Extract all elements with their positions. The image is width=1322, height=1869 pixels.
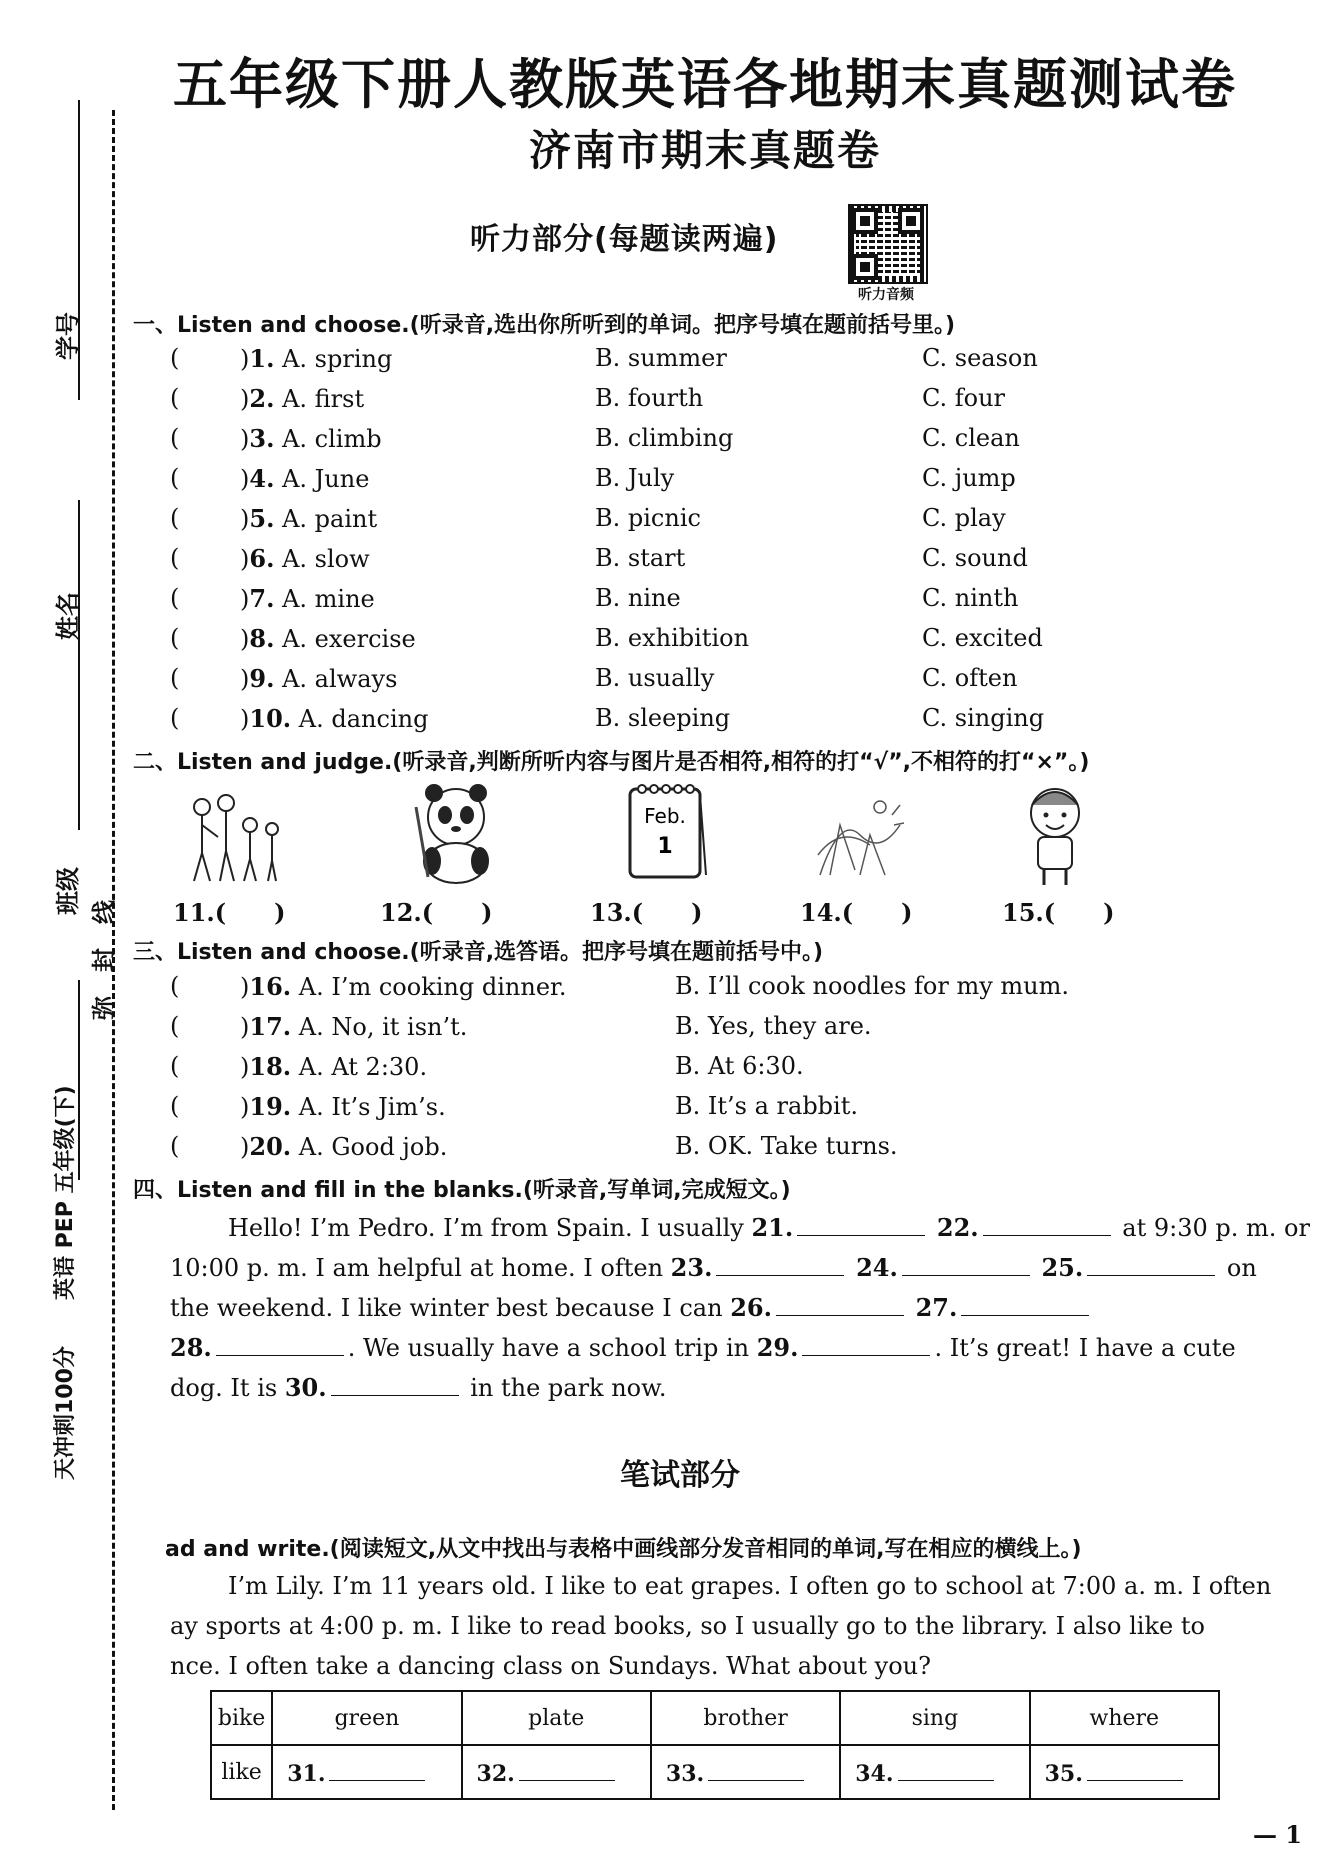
option-b: B. picnic bbox=[595, 504, 701, 532]
section-2-heading: 二、Listen and judge.(听录音,判断所听内容与图片是否相符,相符的打“√”,不相符的打“×”。) bbox=[133, 750, 1090, 775]
name-line bbox=[78, 500, 80, 830]
table-word-cell: green bbox=[272, 1691, 461, 1745]
option-b: B. summer bbox=[595, 344, 727, 372]
option-b: B. climbing bbox=[595, 424, 734, 452]
page-subtitle: 济南市期末真题卷 bbox=[528, 126, 881, 175]
judge-answer-15[interactable]: 15.( ) bbox=[1002, 898, 1115, 927]
table-word-cell: sing bbox=[840, 1691, 1029, 1745]
written-part-header: 笔试部分 bbox=[620, 1458, 740, 1493]
section-1-heading: 一、Listen and choose.(听录音,选出你所听到的单词。把序号填在题前括号里。) bbox=[133, 313, 956, 338]
qr-code-label: 听力音频 bbox=[858, 287, 914, 303]
table-answer-cell[interactable]: 32. bbox=[462, 1745, 651, 1799]
judge-answer-13[interactable]: 13.( ) bbox=[590, 898, 703, 927]
class-label: 班级 bbox=[54, 867, 82, 915]
binding-margin bbox=[0, 0, 120, 1869]
reading-line-1: I’m Lily. I’m 11 years old. I like to eat grapes. I often go to school at 7:00 a. m. I often bbox=[228, 1572, 1272, 1600]
table-word-cell: bike bbox=[211, 1691, 272, 1745]
reading-line-3: nce. I often take a dancing class on Sundays. What about you? bbox=[170, 1652, 931, 1680]
answer-bracket[interactable]: ( bbox=[170, 624, 180, 652]
option-b: B. OK. Take turns. bbox=[675, 1132, 898, 1160]
answer-bracket[interactable]: ( bbox=[170, 664, 180, 692]
picture-row bbox=[180, 785, 1180, 905]
answer-bracket[interactable]: ( bbox=[170, 1132, 180, 1160]
answer-bracket[interactable]: ( bbox=[170, 972, 180, 1000]
option-c: C. singing bbox=[922, 704, 1045, 732]
option-b: B. I’ll cook noodles for my mum. bbox=[675, 972, 1070, 1000]
reading-passage bbox=[170, 1566, 1272, 1686]
section-4-heading: 四、Listen and fill in the blanks.(听录音,写单词,完成短文。) bbox=[133, 1178, 791, 1203]
blank-26[interactable] bbox=[776, 1293, 904, 1316]
option-b: B. At 6:30. bbox=[675, 1052, 804, 1080]
option-c: C. four bbox=[922, 384, 1006, 412]
answer-bracket[interactable]: ( bbox=[170, 1092, 180, 1120]
option-b: B. start bbox=[595, 544, 686, 572]
option-b: B. It’s a rabbit. bbox=[675, 1092, 858, 1120]
answer-bracket[interactable]: ( bbox=[170, 384, 180, 412]
page-title: 五年级下册人教版英语各地期末真题测试卷 bbox=[173, 52, 1237, 116]
answer-bracket[interactable]: ( bbox=[170, 1052, 180, 1080]
blank-28[interactable] bbox=[216, 1333, 344, 1356]
boy-image bbox=[1000, 779, 1110, 889]
option-b: B. usually bbox=[595, 664, 715, 692]
table-header-row bbox=[211, 1691, 1219, 1745]
option-b: B. July bbox=[595, 464, 675, 492]
table-answer-cell[interactable]: 34. bbox=[840, 1745, 1029, 1799]
page-number: — 1 bbox=[1252, 1820, 1302, 1849]
judge-answer-11[interactable]: 11.( ) bbox=[173, 898, 286, 927]
answer-bracket[interactable]: ( bbox=[170, 344, 180, 372]
table-answer-cell[interactable]: 31. bbox=[272, 1745, 461, 1799]
blank-24[interactable] bbox=[902, 1253, 1030, 1276]
answer-bracket[interactable]: ( bbox=[170, 464, 180, 492]
table-word-cell: where bbox=[1030, 1691, 1219, 1745]
answer-bracket[interactable]: ( bbox=[170, 544, 180, 572]
option-c: C. sound bbox=[922, 544, 1028, 572]
table-answer-cell[interactable]: 35. bbox=[1030, 1745, 1219, 1799]
answer-bracket[interactable]: ( bbox=[170, 504, 180, 532]
option-b: B. fourth bbox=[595, 384, 704, 412]
option-c: C. jump bbox=[922, 464, 1016, 492]
exam-page: 学号 姓名 班级 弥 封 线 英语 PEP 五年级(下) 天冲刺100分 五年级下册人教版英语各地期末真题测试卷 济南市期末真题卷 听力部分(每题读两遍) 听力音频 一、Listen and choose.(听录音,选出你所听到的单词。把序号填在题前括号里。) ( )1. A. spring B. summer C. season ( )2. A. first B. fourth C. four ( )3. A. climb B. climbing C. clean ( )4. A. June B. July C. jump ( )5. A. paint B. picnic C. play ( )6. A. slow B. start C. sound ( )7. A. mine B. nine C. ninth ( )8. A. exercise B. exhibition C. excited ( )9. A. always B. usually C. often ( )10. A. dancing B. sleeping C. singing 二、Listen and judge.(听录音,判断所听内容与图片是否相符,相符的打“√”,不相符的打“×”。) Feb. 1 11.( ) 12.( ) 13.( ) 14.( ) 15.( ) 三、Listen and choose.(听录音,选答语。把序号填在题前括号中。) ( )16. A. I’m cooking dinner. B. I’ll cook noodles for my mum. ( )17. A. No, it isn’t. B. Yes, they are. ( )18. A. At 2:30. B. At 6:30. ( )19. A. It’s Jim’s. B. It’s a rabbit. ( )20. A. Good job. B. OK. Take turns. 四、Listen and fill in the blanks.(听录音,写单词,完成短文。) Hello! I’m Pedro. I’m from Spain. I usually 21. 22. at 9:30 p. m. or 10:00 p. m. I am helpful at home. I often 23. 24. 25. on the weekend. I like winter best because I can 26. 27. 28. . We usually have a school trip in 29. . It’s great! I have a cute dog. It is 30. in the park now. 笔试部分 ad and write.(阅读短文,从文中找出与表格中画线部分发音相同的单词,写在相应的横线上。) I’m Lily. I’m 11 years old. I like to eat grapes. I often go to school at 7:00 a. m. I often ay sports at 4:00 p. m. I like to read books, so I usually go to the library. I also like to nce. I often take a dancing class on Sundays. What about you? bike green plate brother sing where like 31. 32. 33. 34. 35. — 1 bbox=[0, 0, 1322, 1869]
table-answer-row bbox=[211, 1745, 1219, 1799]
blank-22[interactable] bbox=[983, 1213, 1111, 1236]
table-word-cell: plate bbox=[462, 1691, 651, 1745]
name-label: 姓名 bbox=[54, 592, 82, 640]
option-c: C. play bbox=[922, 504, 1006, 532]
section-5-heading: ad and write.(阅读短文,从文中找出与表格中画线部分发音相同的单词,写在相应的横线上。) bbox=[165, 1537, 1082, 1562]
listening-part-header: 听力部分(每题读两遍) bbox=[470, 222, 779, 257]
judge-answer-14[interactable]: 14.( ) bbox=[800, 898, 913, 927]
blank-29[interactable] bbox=[802, 1333, 930, 1356]
calendar-month: Feb. bbox=[644, 804, 686, 828]
option-c: C. often bbox=[922, 664, 1018, 692]
option-c: C. clean bbox=[922, 424, 1020, 452]
blank-23[interactable] bbox=[716, 1253, 844, 1276]
answer-bracket[interactable]: ( bbox=[170, 1012, 180, 1040]
family-walking-image bbox=[180, 785, 290, 895]
option-b: B. nine bbox=[595, 584, 681, 612]
fill-blanks-passage: Hello! I’m Pedro. I’m from Spain. I usually 21. 22. at 9:30 p. m. or 10:00 p. m. I am helpful at home. I often 23. 24. 25. on the weekend. I like winter best because I can 26. 27. 28. . We usually have a school trip in 29. . It’s great! I have a cute dog. It is 30. in the park now. bbox=[170, 1213, 1310, 1402]
reading-line-2: ay sports at 4:00 p. m. I like to read books, so I usually go to the library. I also like to bbox=[170, 1612, 1205, 1640]
judge-answer-12[interactable]: 12.( ) bbox=[380, 898, 493, 927]
answer-bracket[interactable]: ( bbox=[170, 424, 180, 452]
option-b: B. Yes, they are. bbox=[675, 1012, 872, 1040]
section-3-heading: 三、Listen and choose.(听录音,选答语。把序号填在题前括号中。) bbox=[133, 940, 824, 965]
option-b: B. sleeping bbox=[595, 704, 731, 732]
answer-bracket[interactable]: ( bbox=[170, 704, 180, 732]
answer-bracket[interactable]: ( bbox=[170, 584, 180, 612]
blank-27[interactable] bbox=[961, 1293, 1089, 1316]
blank-21[interactable] bbox=[797, 1213, 925, 1236]
panda-image bbox=[398, 777, 508, 887]
option-c: C. ninth bbox=[922, 584, 1019, 612]
book-label: 英语 PEP 五年级(下) bbox=[53, 1085, 78, 1300]
qr-code-icon[interactable] bbox=[848, 204, 928, 284]
student-id-label: 学号 bbox=[54, 312, 82, 360]
calendar-image bbox=[610, 775, 720, 885]
sketch-image bbox=[800, 785, 910, 895]
blank-25[interactable] bbox=[1087, 1253, 1215, 1276]
calendar-day: 1 bbox=[657, 834, 673, 859]
table-answer-cell[interactable]: 33. bbox=[651, 1745, 840, 1799]
phonics-table bbox=[210, 1690, 1220, 1800]
blank-30[interactable] bbox=[331, 1373, 459, 1396]
option-c: C. season bbox=[922, 344, 1038, 372]
option-c: C. excited bbox=[922, 624, 1043, 652]
passage-text: Hello! I’m Pedro. I’m from Spain. I usually bbox=[228, 1214, 752, 1242]
table-example-cell: like bbox=[211, 1745, 272, 1799]
option-b: B. exhibition bbox=[595, 624, 750, 652]
table-word-cell: brother bbox=[651, 1691, 840, 1745]
seal-line-label: 弥 封 线 bbox=[90, 900, 118, 1020]
series-label: 天冲刺100分 bbox=[53, 1346, 78, 1480]
